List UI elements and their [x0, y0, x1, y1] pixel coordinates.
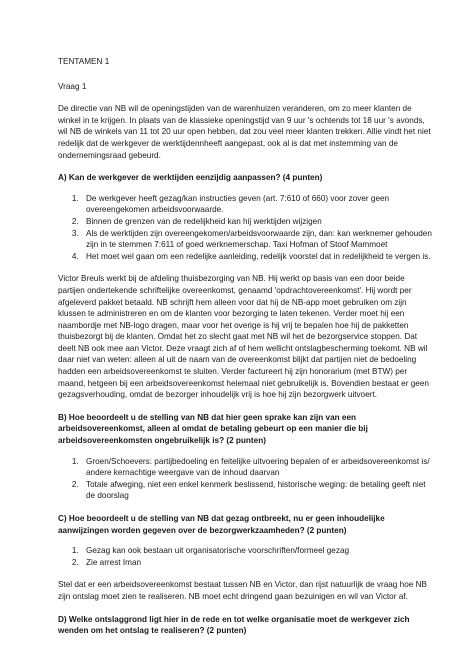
question-c: C) Hoe beoordeelt u de stelling van NB dat gezag ontbreekt, nu er geen inhoudelijke aanwijzingen worden gegeven over de bezorgwerkzaamheden? (2 punten)	[58, 514, 385, 535]
list-item: 1. Gezag kan ook bestaan uit organisatorische voorschriften/formeel gezag	[81, 545, 432, 557]
list-item: 1. Groen/Schoevers: partijbedoeling en feitelijke uitvoering bepalen of er arbeidsovereenkomst is/ andere kernachtige weergave van de inhoud daarvan	[81, 456, 432, 479]
list-item: 3. Als de werktijden zijn overeengekomen/arbeidsvoorwaarde zijn, dan: kan werknemer gehouden zijn in te stemmen 7:611 of goed werknemerschap. Taxi Hofman of Stoof Mammoet	[81, 228, 432, 251]
question-heading: Vraag 1	[58, 81, 87, 91]
case-paragraph: Victor Breuls werkt bij de afdeling thuisbezorging van NB. Hij werkt op basis van een door beide partijen ondertekende schriftelijke overeenkomst, genaamd 'opdrachtovereenkomst'. Hij wordt per afgeleverd pakket betaald. NB schrijft hem alleen voor dat hij de NB-app moet gebruiken om zijn klussen te administreren en om de klanten voor bezorging te laten tekenen. Verder moet hij een naambordje met NB-logo dragen, maar voor het overige is hij vrij te bepalen hoe hij de pakketten thuisbezorgt bij de klanten. Omdat het zo slecht gaat met NB wil het de bezorgservice stoppen. Dat deelt NB ook mee aan Victor. Deze vraagt zich af of hem wellicht ontslagbescherming toekomt. NB wil daar niet van weten: alleen al uit de naam van de overeenkomst blijkt dat partijen niet de bedoeling hadden een arbeidsovereenkomst te sluiten. Verder factureert hij zijn honorarium (met BTW) per maand, hetgeen bij een arbeidsovereenkomst helemaal niet gebruikelijk is. Bovendien bestaat er geen gezagsverhouding, omdat de bezorger inhoudelijk vrij is hoe hij zijn bezorgwerk uitvoert.	[58, 274, 429, 400]
question-b: B) Hoe beoordeelt u de stelling van NB dat hier geen sprake kan zijn van een arbeidsovereenkomst, alleen al omdat de betaling gebeurt op een manier die bij arbeidsovereenkomsten ongebruikelijk is? (2 punten)	[58, 412, 368, 446]
intro-paragraph: De directie van NB wil de openingstijden van de warenhuizen veranderen, om zo meer klanten de winkel in te krijgen. In plaats van de klassieke openingstijd van 9 uur 's ochtends tot 18 uur 's avonds, wil NB de winkels van 11 tot 20 uur open hebben, dat zou veel meer klanten trekken. Allie vindt het niet redelijk dat de werkgever de werktijdennheeft aangepast, ook al is dat met instemming van de ondernemingsraad gebeurd.	[58, 104, 431, 160]
list-item: 4. Het moet wel gaan om een redelijke aanleiding, redelijk voorstel dat in redelijkheid te vergen is.	[81, 251, 432, 263]
closing-paragraph: Stel dat er een arbeidsovereenkomst bestaat tussen NB en Victor, dan rijst natuurlijk de vraag hoe NB zijn ontslag moet zien te realiseren. NB moet echt dringend gaan bezuinigen en wil van Victor af.	[58, 580, 427, 601]
question-a: A) Kan de werkgever de werktijden eenzijdig aanpassen? (4 punten)	[58, 173, 323, 183]
answer-list-c	[58, 545, 432, 568]
list-item: 1. De werkgever heeft gezag/kan instructies geven (art. 7:610 of 660) voor zover geen overeengekomen arbeidsvoorwaarde.	[81, 193, 432, 216]
question-d: D) Welke ontslaggrond ligt hier in de rede en tot welke organisatie moet de werkgever zich wenden om het ontslag te realiseren? (2 punten)	[58, 614, 410, 636]
answer-list-b	[58, 456, 432, 502]
exam-title: TENTAMEN 1	[58, 57, 110, 66]
list-item: 2. Totale afweging, niet een enkel kenmerk beslissend, historische weging: de betaling geeft niet de doorslag	[81, 479, 432, 502]
answer-list-a	[58, 193, 432, 263]
list-item: 2. Zie arrest Iman	[81, 557, 432, 569]
list-item: 2. Binnen de grenzen van de redelijkheid kan hij werktijden wijzigen	[81, 216, 432, 228]
